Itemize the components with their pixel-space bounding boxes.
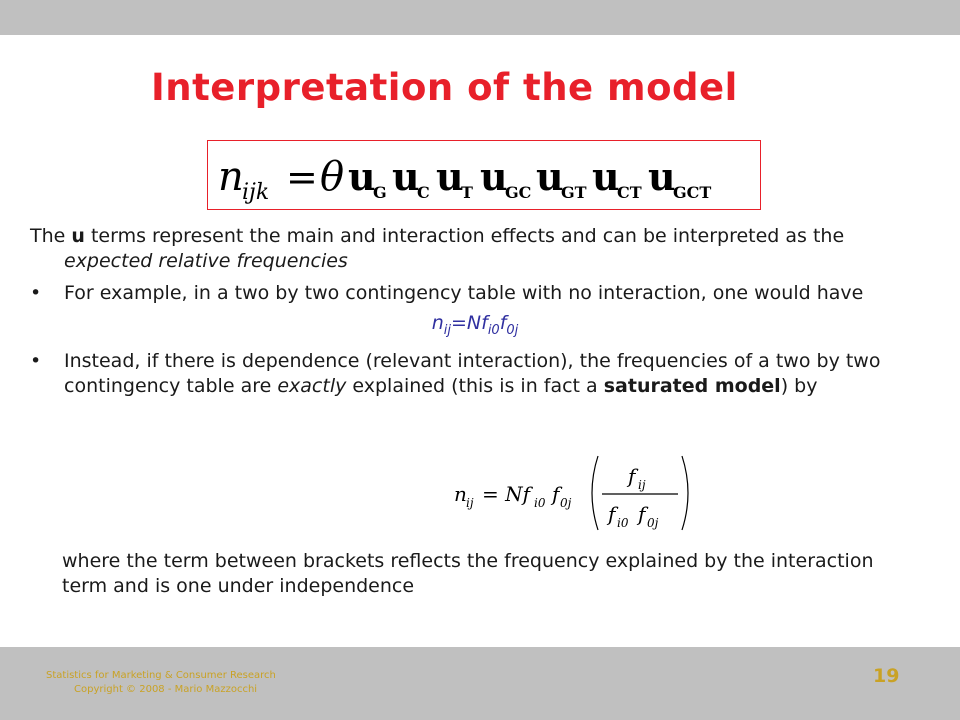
- bullet-item-2: [30, 349, 910, 399]
- right-paren: [682, 456, 688, 530]
- sat-den2-sub: 0j: [647, 516, 659, 530]
- intro-u-term: u: [71, 225, 85, 247]
- u-term-ct: u: [592, 154, 620, 199]
- eq-f2: f: [499, 312, 507, 334]
- intro-emphasis: expected relative frequencies: [64, 250, 348, 272]
- u-term-sub-ct: CT: [617, 183, 642, 202]
- bullet-2-emphasis: exactly: [277, 374, 347, 397]
- intro-text-1: The: [30, 225, 72, 247]
- formula-u-terms: [348, 154, 711, 202]
- bullet-2-text-2: explained (this is in fact a: [346, 374, 604, 397]
- sat-rhs: = Nf: [482, 482, 531, 506]
- sat-num: f: [628, 464, 636, 488]
- sat-lhs-sub: ij: [466, 496, 474, 510]
- u-term-sub-g: G: [373, 183, 387, 202]
- main-formula-box: [207, 140, 761, 210]
- sat-lhs: n: [454, 482, 467, 506]
- eq-n-sub: ij: [443, 322, 451, 338]
- u-term-c: u: [392, 154, 420, 199]
- slide-body: [30, 224, 910, 399]
- main-formula: [208, 141, 762, 211]
- eq-f1-sub: i0: [487, 322, 500, 338]
- sat-den1-sub: i0: [617, 516, 629, 530]
- bullet-dot-icon: •: [30, 282, 42, 304]
- u-term-t: u: [436, 154, 464, 199]
- u-term-gt: u: [536, 154, 564, 199]
- footer-line-1: Statistics for Marketing & Consumer Research: [46, 670, 276, 681]
- eq-n: n: [431, 312, 444, 334]
- bullet-2-strong: saturated model: [603, 374, 781, 397]
- u-term-sub-gt: GT: [561, 183, 587, 202]
- slide-title: Interpretation of the model: [151, 66, 738, 109]
- u-term-g: u: [348, 154, 376, 199]
- sat-f0j-sub: 0j: [560, 496, 572, 510]
- page-number: 19: [873, 665, 900, 687]
- intro-text-2: terms represent the main and interaction effects and can be interpreted as the: [84, 225, 845, 247]
- left-paren: [592, 456, 598, 530]
- sat-den2: f: [638, 502, 646, 526]
- u-term-gc: u: [480, 154, 508, 199]
- sat-num-sub: ij: [638, 478, 646, 492]
- formula-equals: =: [286, 155, 318, 199]
- formula-theta: θ: [320, 154, 345, 200]
- sat-f0j: f: [552, 482, 560, 506]
- eq-equals-n: =N: [450, 312, 482, 334]
- u-term-sub-gc: GC: [505, 183, 532, 202]
- sat-fi0-sub: i0: [534, 496, 546, 510]
- formula-lhs: n: [218, 154, 244, 200]
- u-term-sub-t: T: [461, 183, 473, 202]
- bullet-2-text-1: Instead, if there is dependence (relevant interaction), the frequencies of a two by two contingency table are: [64, 349, 881, 397]
- top-bar: [0, 0, 960, 35]
- bullet-2-text-3: ) by: [780, 374, 818, 397]
- bullet-item-1: [30, 281, 910, 306]
- footer-credits: [46, 669, 276, 697]
- independence-equation: [30, 311, 910, 343]
- bullet-dot-icon: •: [30, 349, 42, 372]
- eq-f2-sub: 0j: [506, 322, 519, 338]
- u-term-gct: u: [648, 154, 676, 199]
- intro-paragraph: [30, 224, 910, 274]
- u-term-sub-gct: GCT: [673, 183, 712, 202]
- eq-f1: f: [481, 312, 488, 334]
- formula-lhs-sub: ijk: [242, 180, 270, 205]
- u-term-sub-c: C: [417, 183, 430, 202]
- sat-den1: f: [608, 502, 616, 526]
- footer-line-2: Copyright © 2008 - Mario Mazzocchi: [74, 684, 258, 695]
- saturated-formula: [452, 452, 692, 534]
- where-paragraph: where the term between brackets reflects the frequency explained by the interaction term and is one under independence: [62, 550, 874, 597]
- bullet-1-text: For example, in a two by two contingency table with no interaction, one would have: [64, 282, 864, 304]
